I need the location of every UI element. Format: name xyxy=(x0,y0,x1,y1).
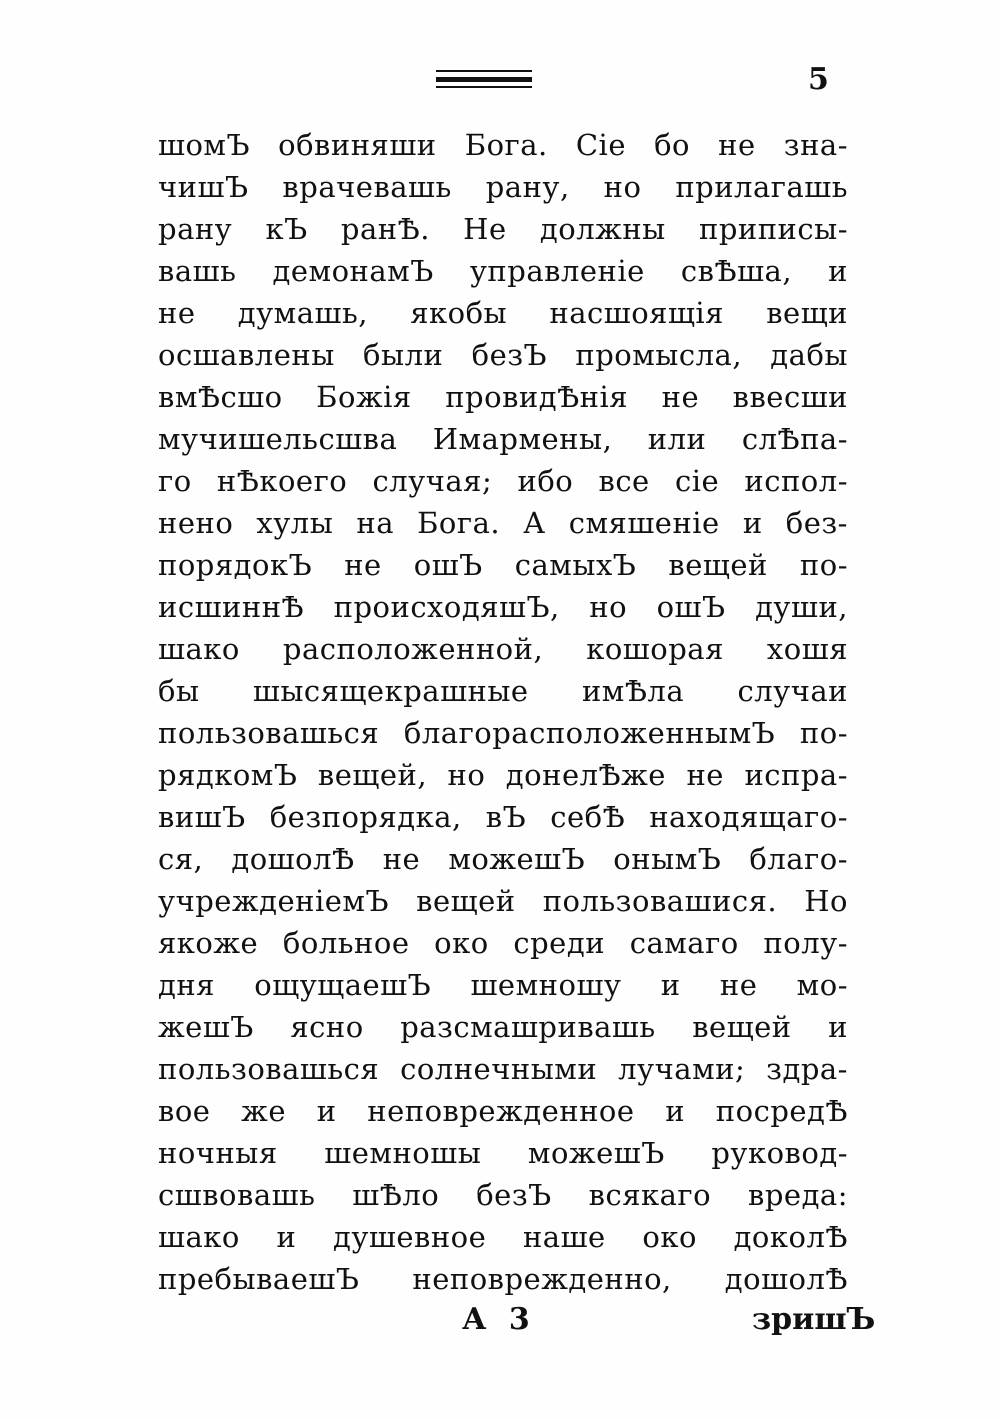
text-line: пользовашься солнечными лучами; здра- xyxy=(158,1052,848,1086)
text-line: шако расположенной, кошорая хошя xyxy=(158,632,848,666)
text-line: учрежденіемЪ вещей пользовашися. Но xyxy=(158,884,848,918)
text-line: мучишельсшва Имармены, или слѢпа- xyxy=(158,422,848,456)
rule-line xyxy=(436,77,532,82)
text-line: дня ощущаешЪ шемношу и не мо- xyxy=(158,968,848,1002)
body-text xyxy=(158,124,848,1300)
text-line: рану кЪ ранѢ. Не должны приписы- xyxy=(158,212,848,246)
catchword: зришЪ xyxy=(752,1302,876,1337)
text-line: осшавлены были безЪ промысла, дабы xyxy=(158,338,848,372)
text-line: жешЪ ясно разсмашривашь вещей и xyxy=(158,1010,848,1044)
text-line: бы шысящекрашные имѢла случаи xyxy=(158,674,848,708)
page-number: 5 xyxy=(808,62,829,97)
text-line: порядокЪ не ошЪ самыхЪ вещей по- xyxy=(158,548,848,582)
text-line: рядкомЪ вещей, но донелѢже не испра- xyxy=(158,758,848,792)
text-line: ночныя шемношы можешЪ руковод- xyxy=(158,1136,848,1170)
text-line: пользовашься благорасположеннымЪ по- xyxy=(158,716,848,750)
text-line: исшиннѢ происходяшЪ, но ошЪ души, xyxy=(158,590,848,624)
header-ornament-rule xyxy=(436,70,532,92)
page-footer xyxy=(0,1302,1000,1346)
text-line: шако и душевное наше око доколѢ xyxy=(158,1220,848,1254)
rule-line xyxy=(436,70,532,72)
text-line: вмѢсшо Божія провидѢнія не ввесши xyxy=(158,380,848,414)
text-line: якоже больное око среди самаго полу- xyxy=(158,926,848,960)
text-line: го нѢкоего случая; ибо все сіе испол- xyxy=(158,464,848,498)
text-line: вашь демонамЪ управленіе свѢша, и xyxy=(158,254,848,288)
text-line: вишЪ безпорядка, вЪ себѢ находящаго- xyxy=(158,800,848,834)
text-line: вое же и неповрежденное и посредѢ xyxy=(158,1094,848,1128)
text-line: сшвовашь шѢло безЪ всякаго вреда: xyxy=(158,1178,848,1212)
text-line: пребываешЪ неповрежденно, дошолѢ xyxy=(158,1262,848,1296)
signature-mark: А 3 xyxy=(462,1302,536,1337)
text-line: чишЪ врачевашь рану, но прилагашь xyxy=(158,170,848,204)
text-line: шомЪ обвиняши Бога. Сіе бо не зна- xyxy=(158,128,848,162)
text-line: не думашь, якобы насшоящія вещи xyxy=(158,296,848,330)
text-line: ся, дошолѢ не можешЪ онымЪ благо- xyxy=(158,842,848,876)
text-line: нено хулы на Бога. А смяшеніе и без- xyxy=(158,506,848,540)
rule-line xyxy=(436,86,532,88)
